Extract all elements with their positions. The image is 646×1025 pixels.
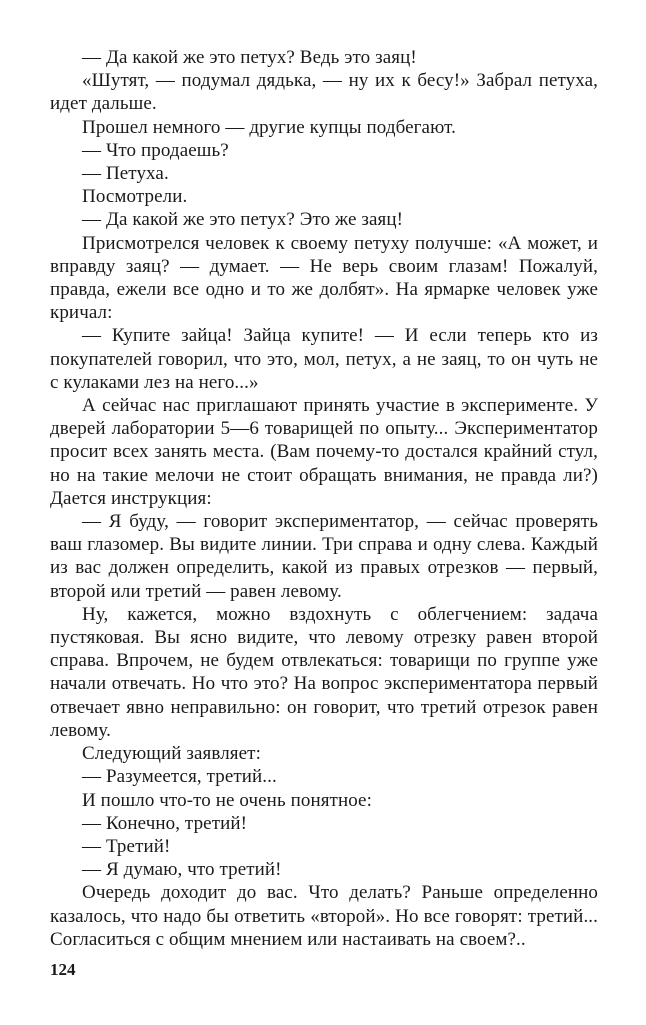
paragraph: — Третий! xyxy=(82,835,171,857)
paragraph: — Что продаешь? xyxy=(82,139,229,161)
paragraph: — Петуха. xyxy=(82,163,169,185)
paragraph: — Разумеется, третий... xyxy=(82,766,277,788)
paragraph: Ну, кажется, можно вздохнуть с облегчением: задача пустяковая. Вы ясно видите, что левому отрезку равен второй справа. Впрочем, не будем отвлекаться: товарищи по группе уже начали отвечать. Но что это? На вопрос экспериментатора первый отвечает явно неправильно: он говорит, что третий отрезок равен левому. xyxy=(50,603,598,741)
paragraph: — Да какой же это петух? Ведь это заяц! xyxy=(82,47,417,68)
paragraph: Прошел немного — другие купцы подбегают. xyxy=(82,116,456,138)
paragraph: И пошло что-то не очень понятное: xyxy=(82,789,372,811)
page-number: 124 xyxy=(50,960,76,979)
paragraph: А сейчас нас приглашают принять участие в эксперименте. У дверей лаборатории 5—6 товарищей по опыту... Экспериментатор просит всех занять места. (Вам почему-то достался крайний стул, но на такие мелочи не стоит обращать внимания, не правда ли?) Дается инструкция: xyxy=(50,395,598,509)
paragraph: Следующий заявляет: xyxy=(82,743,261,765)
paragraph: — Купите зайца! Зайца купите! — И если теперь кто из покупателей говорил, что это, мол, петух, а не заяц, то он чуть не с кулаками лез на него...» xyxy=(50,325,598,393)
paragraph: — Я буду, — говорит экспериментатор, — сейчас проверять ваш глазомер. Вы видите линии. Три справа и одну слева. Каждый из вас должен определить, какой из правых отрезков — первый, второй или третий — равен левому. xyxy=(50,511,598,602)
paragraph: — Да какой же это петух? Это же заяц! xyxy=(82,209,404,231)
paragraph: Присмотрелся человек к своему петуху получше: «А может, и вправду заяц? — думает. — Не верь своим глазам! Пожалуй, правда, ежели все одно и то же долбят». На ярмарке человек уже кричал: xyxy=(50,232,598,324)
paragraph: Посмотрели. xyxy=(82,186,188,208)
paragraph: — Я думаю, что третий! xyxy=(82,859,282,881)
paragraph: — Конечно, третий! xyxy=(82,812,248,834)
page-body xyxy=(50,46,598,951)
paragraph: «Шутят, — подумал дядька, — ну их к бесу!» Забрал петуха, идет дальше. xyxy=(50,70,598,115)
paragraph: Очередь доходит до вас. Что делать? Раньше определенно казалось, что надо бы ответить «второй». Но все говорят: третий... Согласиться с общим мнением или настаивать на своем?.. xyxy=(50,882,598,950)
